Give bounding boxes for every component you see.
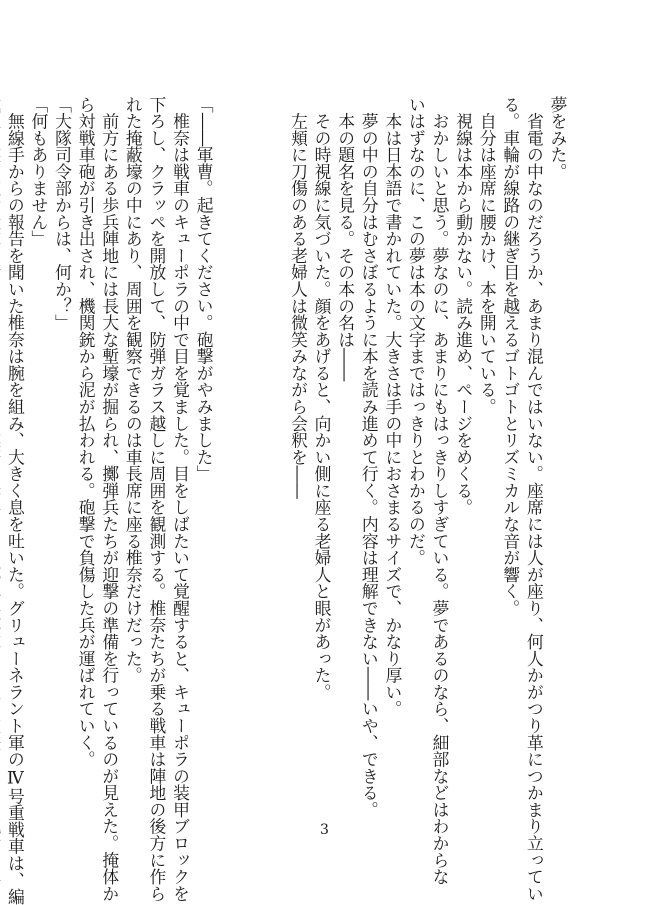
text-line: 前方にある歩兵陣地には長大な塹壕が掘られ、擲弾兵たちが迎撃の準備を行っているのが見えた。掩体か (99, 96, 120, 902)
text-line (0, 96, 3, 816)
vertical-body-text (5, 96, 569, 905)
text-line: 視線は本から動かない。読み進め、ページをめくる。 (453, 96, 474, 516)
text-line: れた掩蔽壕の中にあり、周囲を観察できるのは車長席に座る椎奈だけだった。 (123, 96, 144, 684)
text-line: おかしいと思う。夢なのに、あまりにもはっきりしすぎている。夢であるのなら、細部などはわからな (430, 96, 451, 886)
text-line: 本は日本語で書かれていた。大きさは手の中におさまるサイズで、かなり厚い。 (382, 96, 403, 718)
text-line: 「――軍曹。起きてください。砲撃がやみました」 (194, 96, 215, 483)
text-line: 無線手からの報告を聞いた椎奈は腕を組み、大きく息を吐いた。グリューネラント軍のⅣ号重戦車は、編 (5, 96, 26, 905)
text-line: 省電の中なのだろうか、あまり混んではいない。座席には人が座り、何人かがつり革につかまり立ってい (524, 96, 545, 902)
text-line: 下ろし、クラッペを開放して、防弾ガラス越しに周囲を観測する。椎奈たちが乗る戦車は陣地の後方に作ら (146, 96, 167, 902)
text-line: 夢の中の自分はむさぼるように本を読み進めて行く。内容は理解できない――いや、できる。 (359, 96, 380, 818)
text-line: 左頬に刀傷のある老婦人は微笑みながら会釈を―― (288, 96, 309, 499)
text-line: その時視線に気づいた。顔をあげると、向かい側に座る老婦人と眼があった。 (312, 96, 333, 701)
text-line: 「何もありません」 (28, 96, 49, 248)
scene-break (239, 96, 263, 816)
text-line: る。車輪が線路の継ぎ目を越えるゴトゴトとリズミカルな音が響く。 (500, 96, 521, 617)
text-line: ら対戦車砲が引き出され、機関銃から泥が払われる。砲撃で負傷した兵が運ばれていく。 (76, 96, 97, 768)
text-line: いはずなのに、この夢は本の文字まではっきりとわかるのだ。 (406, 96, 427, 567)
text-line: 「大隊司令部からは、何か？」 (52, 96, 73, 332)
text-line: 椎奈は戦車のキューポラの中で目を覚ました。目をしばたいて覚醒すると、キューポラの装甲ブロックを (170, 96, 191, 902)
scene-break (262, 96, 286, 816)
text-line: 自分は座席に腰かけ、本を開いている。 (477, 96, 498, 416)
page-number: 3 (320, 822, 329, 838)
text-line: 本の題名を見る。その本の名は―― (335, 96, 356, 382)
text-line: 夢をみた。 (548, 96, 568, 180)
scene-break (215, 96, 239, 816)
